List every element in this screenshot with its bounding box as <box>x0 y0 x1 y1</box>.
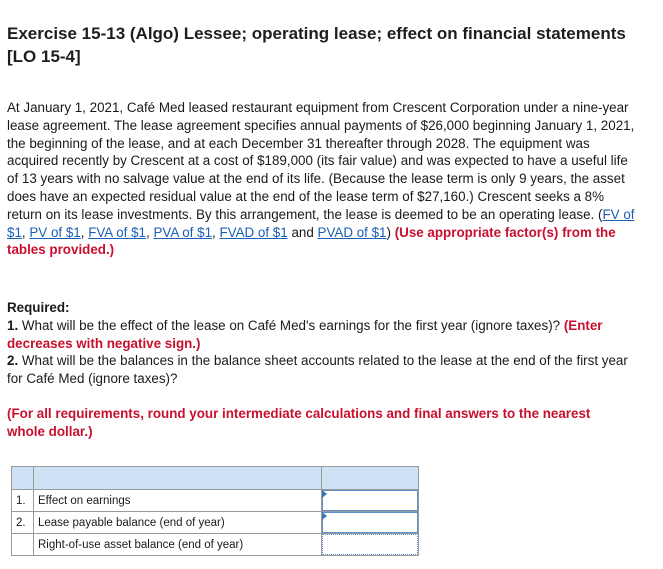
row-label: Right-of-use asset balance (end of year) <box>34 534 322 556</box>
answer-row-lease-payable <box>12 512 419 534</box>
answer-table-header <box>12 467 419 490</box>
pvad-table-link[interactable]: PVAD of $1 <box>317 224 387 240</box>
flag-icon <box>322 490 327 498</box>
sign-instruction: (Enter decreases with negative sign.) <box>7 317 603 351</box>
requirement-1: 1. What will be the effect of the lease on Café Med's earnings for the first year (ignore taxes)? (Enter decreases with negative sign.) <box>7 317 603 351</box>
problem-statement: At January 1, 2021, Café Med leased restaurant equipment from Crescent Corporation under a nine-year lease agreement. The lease agreement specifies annual payments of $26,000 beginning January 1, 2021, the beginning of the lease, and at each December 31 thereafter through 2028. The equipment was acquired recently by Crescent at a cost of $189,000 (its fair value) and was expected to have a useful life of 13 years with no salvage value at the end of its life. (Because the lease term is only 9 years, the asset does have an expected residual value at the end of the lease term of $27,160.) Crescent seeks a 8% return on its lease investments. By this arrangement, the lease is deemed to be an operating lease. (FV of $1, PV of $1, FVA of $1, PVA of $1, FVAD of $1 and PVAD of $1) (Use appropriate factor(s) from the tables provided.) <box>7 100 635 258</box>
exercise-title: Exercise 15-13 (Algo) Lessee; operating lease; effect on financial statements [LO 15-4] <box>7 24 626 66</box>
required-heading: Required: <box>7 300 70 315</box>
row-label: Effect on earnings <box>34 490 322 512</box>
row-number: 1. <box>12 490 34 512</box>
lease-payable-input[interactable] <box>322 512 418 533</box>
fva-table-link[interactable]: FVA of $1 <box>88 224 146 240</box>
pva-table-link[interactable]: PVA of $1 <box>153 224 213 240</box>
requirement-2: 2. What will be the balances in the balance sheet accounts related to the lease at the end of the first year for Café Med (ignore taxes)? <box>7 353 628 387</box>
requirements-section <box>7 299 647 388</box>
problem-text: At January 1, 2021, Café Med leased restaurant equipment from Crescent Corporation under a nine-year lease agreement. The lease agreement specifies annual payments of $26,000 beginning January 1, 2021, the beginning of the lease, and at each December 31 thereafter through 2028. The equipment was acquired recently by Crescent at a cost of $189,000 (its fair value) and was expected to have a useful life of 13 years with no salvage value at the end of its life. (Because the lease term is only 9 years, the asset does have an expected residual value at the end of the lease term of $27,160.) Crescent seeks a 8% return on its lease investments. By this arrangement, the lease is deemed to be an operating lease. <box>7 100 635 222</box>
fvad-table-link[interactable]: FVAD of $1 <box>219 224 288 240</box>
effect-on-earnings-input[interactable] <box>322 490 418 511</box>
answer-row-earnings <box>12 490 419 512</box>
answer-row-right-of-use <box>12 534 419 556</box>
right-of-use-asset-input[interactable] <box>322 534 418 555</box>
row-number <box>12 534 34 556</box>
row-label: Lease payable balance (end of year) <box>34 512 322 534</box>
flag-icon <box>322 512 327 520</box>
fv-table-link[interactable]: FV of $1 <box>7 206 635 240</box>
answer-table <box>11 466 419 556</box>
factor-instruction: (Use appropriate factor(s) from the tables provided.) <box>7 224 616 258</box>
pv-table-link[interactable]: PV of $1 <box>29 224 81 240</box>
row-number: 2. <box>12 512 34 534</box>
rounding-instruction: (For all requirements, round your intermediate calculations and final answers to the nearest whole dollar.) <box>7 406 591 439</box>
